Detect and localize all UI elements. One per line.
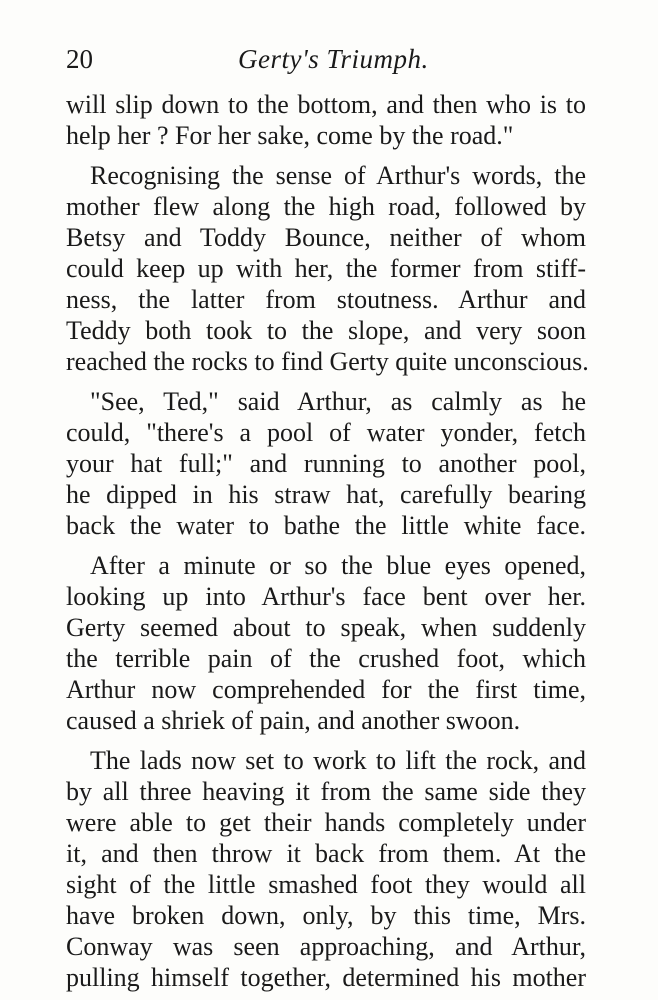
text-line: help her ? For her sake, come by the road.": [66, 121, 514, 150]
text-line: The lads now set to work to lift the rock, and: [90, 746, 586, 775]
text-line: Betsy and Toddy Bounce, neither of whom: [66, 223, 586, 252]
text-line: by all three heaving it from the same side they: [66, 777, 586, 806]
text-line: could, "there's a pool of water yonder, fetch: [66, 418, 586, 447]
body-text: [66, 89, 589, 993]
text-line: mother flew along the high road, followed by: [66, 192, 586, 221]
running-title: Gerty's Triumph.: [238, 44, 429, 74]
text-line: After a minute or so the blue eyes opened,: [90, 551, 586, 580]
text-line: Teddy both took to the slope, and very soon: [66, 316, 586, 345]
text-line: "See, Ted," said Arthur, as calmly as he: [90, 387, 586, 416]
text-line: caused a shriek of pain, and another swoon.: [66, 706, 521, 735]
text-line: sight of the little smashed foot they would all: [66, 870, 586, 899]
text-line: have broken down, only, by this time, Mrs.: [66, 901, 586, 930]
text-line: Recognising the sense of Arthur's words, the: [90, 161, 586, 190]
text-line: looking up into Arthur's face bent over her.: [66, 582, 586, 611]
text-line: could keep up with her, the former from stiff-: [66, 254, 586, 283]
text-line: will slip down to the bottom, and then who is to: [66, 90, 586, 119]
text-line: Gerty seemed about to speak, when suddenly: [66, 613, 586, 642]
page-header: [66, 44, 586, 80]
text-line: Conway was seen approaching, and Arthur,: [66, 932, 586, 961]
text-line: the terrible pain of the crushed foot, which: [66, 644, 586, 673]
text-line: pulling himself together, determined his mother: [66, 963, 586, 992]
page-number: 20: [66, 44, 93, 74]
text-line: ness, the latter from stoutness. Arthur and: [66, 285, 586, 314]
text-line: were able to get their hands completely under: [66, 808, 586, 837]
text-line: Arthur now comprehended for the first time,: [66, 675, 586, 704]
text-line: it, and then throw it back from them. At the: [66, 839, 586, 868]
text-line: back the water to bathe the little white face.: [66, 511, 586, 540]
text-line: he dipped in his straw hat, carefully bearing: [66, 480, 586, 509]
text-line: reached the rocks to find Gerty quite unconscious.: [66, 347, 589, 376]
text-line: your hat full;" and running to another pool,: [66, 449, 586, 478]
